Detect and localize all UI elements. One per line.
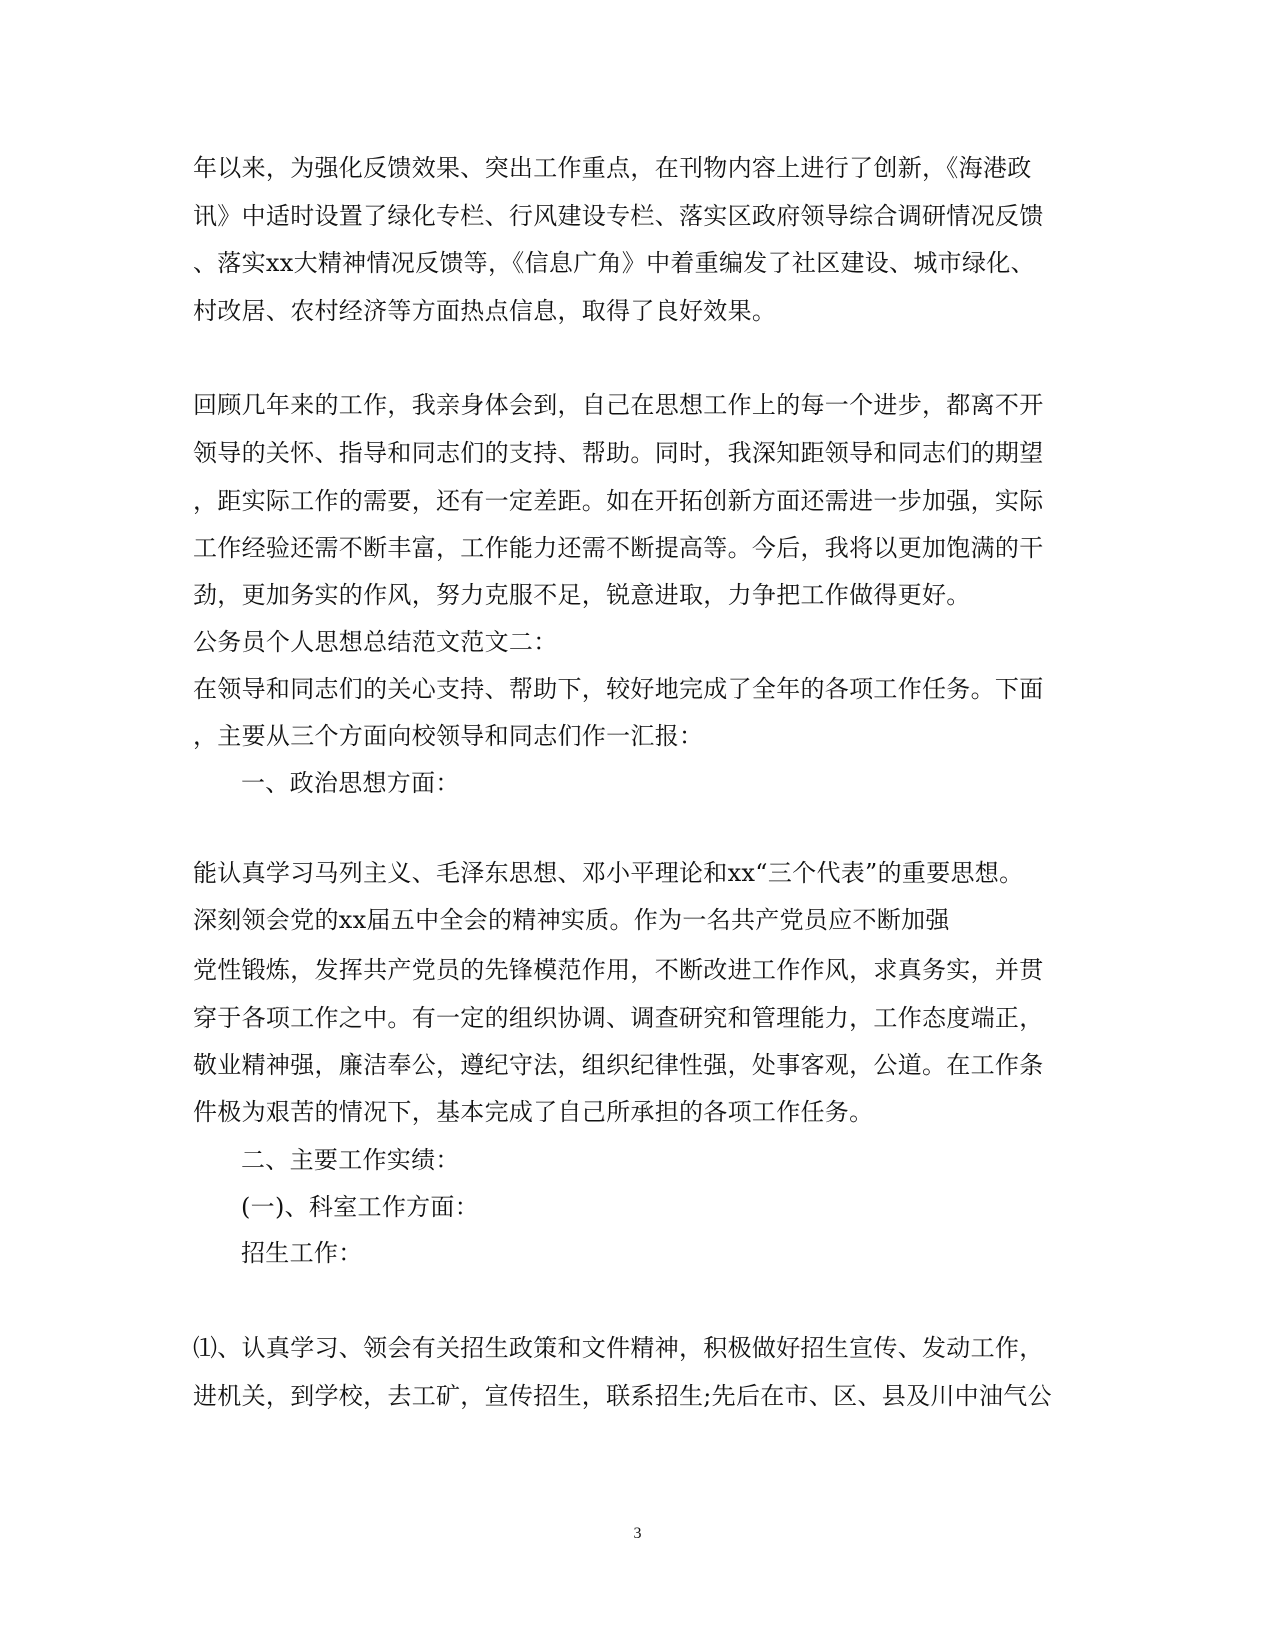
text-line: ⑴、认真学习、领会有关招生政策和文件精神，积极做好招生宣传、发动工作， <box>193 1334 1044 1362</box>
text-line: 年以来，为强化反馈效果、突出工作重点，在刊物内容上进行了创新，《海港政 <box>193 154 1032 182</box>
section-heading: 公务员个人思想总结范文范文二： <box>193 628 558 656</box>
text-line: 村改居、农村经济等方面热点信息，取得了良好效果。 <box>193 297 777 325</box>
text-line: 敬业精神强，廉洁奉公，遵纪守法，组织纪律性强，处事客观，公道。在工作条 <box>193 1051 1044 1079</box>
text-line: 、落实xx大精神情况反馈等，《信息广角》中着重编发了社区建设、城市绿化、 <box>193 249 1035 277</box>
text-line: ，主要从三个方面向校领导和同志们作一汇报： <box>193 722 704 750</box>
page-number: 3 <box>633 1525 642 1542</box>
text-line: 穿于各项工作之中。有一定的组织协调、调查研究和管理能力，工作态度端正， <box>193 1004 1044 1032</box>
text-line: 劲，更加务实的作风，努力克服不足，锐意进取，力争把工作做得更好。 <box>193 581 971 609</box>
text-line: 件极为艰苦的情况下，基本完成了自己所承担的各项工作任务。 <box>193 1098 874 1126</box>
text-line: 回顾几年来的工作，我亲身体会到，自己在思想工作上的每一个进步，都离不开 <box>193 391 1044 419</box>
text-line: 深刻领会党的xx届五中全会的精神实质。作为一名共产党员应不断加强 <box>193 906 950 934</box>
text-line: 领导的关怀、指导和同志们的支持、帮助。同时，我深知距领导和同志们的期望 <box>193 439 1044 467</box>
section-heading: 二、主要工作实绩： <box>241 1146 460 1174</box>
text-line: ，距实际工作的需要，还有一定差距。如在开拓创新方面还需进一步加强，实际 <box>193 487 1044 515</box>
text-line: 工作经验还需不断丰富，工作能力还需不断提高等。今后，我将以更加饱满的干 <box>193 534 1044 562</box>
text-line: 进机关，到学校，去工矿，宣传招生，联系招生;先后在市、区、县及川中油气公 <box>193 1382 1052 1410</box>
text-line: 在领导和同志们的关心支持、帮助下，较好地完成了全年的各项工作任务。下面 <box>193 675 1044 703</box>
text-line: 能认真学习马列主义、毛泽东思想、邓小平理论和xx“三个代表”的重要思想。 <box>193 859 1024 887</box>
section-heading: (一)、科室工作方面： <box>241 1193 480 1221</box>
section-heading: 招生工作： <box>241 1239 363 1267</box>
text-line: 讯》中适时设置了绿化专栏、行风建设专栏、落实区政府领导综合调研情况反馈 <box>193 202 1044 230</box>
text-line: 党性锻炼，发挥共产党员的先锋模范作用，不断改进工作作风，求真务实，并贯 <box>193 956 1044 984</box>
section-heading: 一、政治思想方面： <box>241 769 460 797</box>
